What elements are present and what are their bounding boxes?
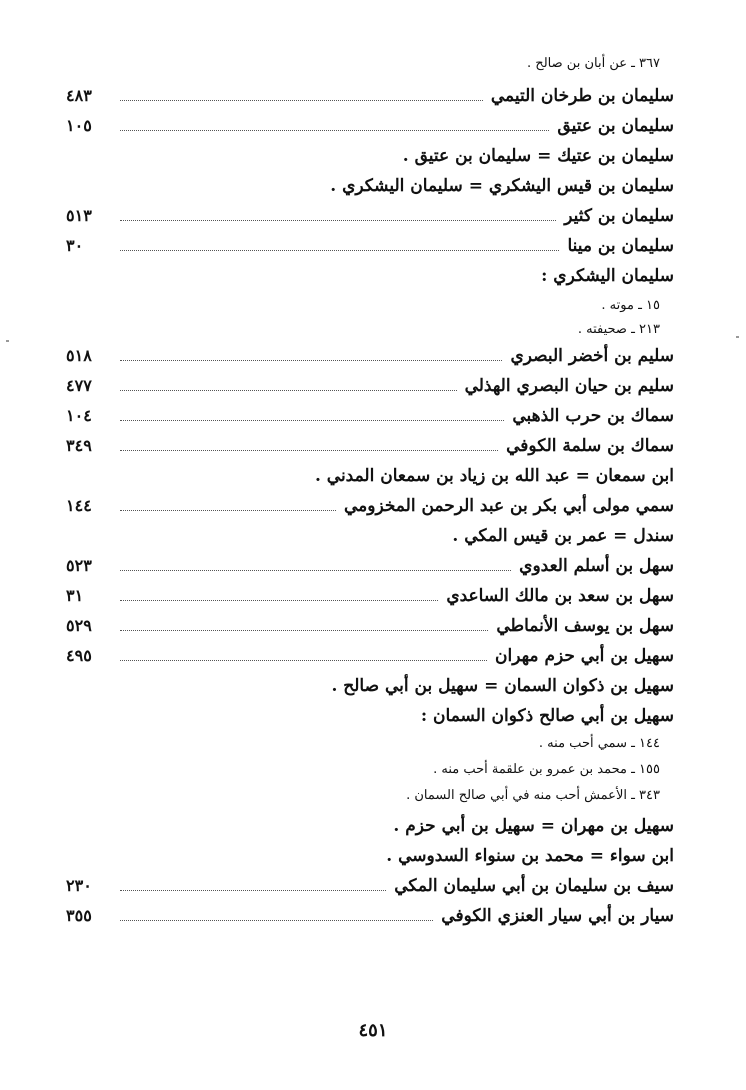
- page-number: ٤٥١: [358, 1020, 388, 1041]
- dot-leader: [120, 359, 502, 361]
- entry-page-number: ٥١٨: [66, 346, 92, 365]
- index-entry: [66, 146, 674, 166]
- entry-page-number: ١٠٤: [66, 406, 92, 425]
- dot-leader: [120, 919, 433, 921]
- dot-leader: [120, 889, 386, 891]
- entry-page-number: ٤٧٧: [66, 376, 92, 395]
- index-entry: [66, 876, 674, 896]
- index-entry: [66, 376, 674, 396]
- entry-name: سليمان بن طرخان التيمي: [490, 86, 674, 106]
- dot-leader: [120, 599, 438, 601]
- entry-page-number: ٥٢٩: [66, 616, 92, 635]
- index-entry: [66, 346, 674, 366]
- index-entry: [66, 706, 674, 726]
- entry-page-number: ٥٢٣: [66, 556, 92, 575]
- entry-name: سهيل بن ذكوان السمان = سهيل بن أبي صالح .: [331, 676, 674, 696]
- index-subentry: [66, 762, 674, 778]
- index-entry: [66, 496, 674, 516]
- entry-name: ابن سمعان = عبد الله بن زياد بن سمعان المدني .: [314, 466, 674, 486]
- index-subentry: [66, 322, 674, 338]
- entry-name: سيار بن أبي سيار العنزي الكوفي: [441, 906, 674, 926]
- index-entry: [66, 436, 674, 456]
- entry-name: سهيل بن أبي حزم مهران: [495, 646, 674, 666]
- index-subentry: [66, 298, 674, 314]
- dot-leader: [120, 99, 483, 101]
- entry-page-number: ٤٩٥: [66, 646, 92, 665]
- scan-mark: [6, 340, 9, 342]
- entry-name: ابن سواء = محمد بن سنواء السدوسي .: [386, 846, 674, 866]
- dot-leader: [120, 659, 487, 661]
- index-entry: [66, 266, 674, 286]
- entry-name: سماك بن حرب الذهبي: [512, 406, 674, 426]
- entry-name: سهيل بن أبي صالح ذكوان السمان :: [420, 706, 674, 726]
- index-subentry: [66, 56, 674, 72]
- index-entry: [66, 816, 674, 836]
- entry-name: سندل = عمر بن قيس المكي .: [452, 526, 674, 546]
- entry-name: ١٥ ـ موته .: [601, 298, 660, 313]
- index-entry: [66, 236, 674, 256]
- entry-page-number: ٤٨٣: [66, 86, 92, 105]
- entry-name: سهل بن يوسف الأنماطي: [496, 616, 674, 636]
- dot-leader: [120, 129, 549, 131]
- entry-name: سليمان بن قيس اليشكري = سليمان اليشكري .: [330, 176, 674, 196]
- index-subentry: [66, 788, 674, 804]
- entry-page-number: ١٠٥: [66, 116, 92, 135]
- entry-name: ٣٤٣ ـ الأعمش أحب منه في أبي صالح السمان .: [406, 788, 660, 803]
- entry-page-number: ٥١٣: [66, 206, 92, 225]
- index-entry: [66, 846, 674, 866]
- entry-name: سليم بن حيان البصري الهذلي: [464, 376, 674, 396]
- dot-leader: [120, 569, 511, 571]
- entry-name: سيف بن سليمان بن أبي سليمان المكي: [394, 876, 674, 896]
- dot-leader: [120, 389, 457, 391]
- dot-leader: [120, 629, 488, 631]
- entry-page-number: ١٤٤: [66, 496, 92, 515]
- scan-mark: [736, 336, 739, 338]
- entry-name: سليمان اليشكري :: [541, 266, 674, 286]
- entry-name: ٢١٣ ـ صحيفته .: [577, 322, 660, 337]
- dot-leader: [120, 449, 498, 451]
- entry-name: سليمان بن كثير: [564, 206, 674, 226]
- index-entry: [66, 616, 674, 636]
- index-entry: [66, 466, 674, 486]
- index-entry: [66, 116, 674, 136]
- index-entry: [66, 906, 674, 926]
- entry-page-number: ٣٥٥: [66, 906, 92, 925]
- entry-page-number: ٣١: [66, 586, 84, 605]
- entry-name: ١٤٤ ـ سمي أحب منه .: [538, 736, 660, 751]
- entry-page-number: ٣٠: [66, 236, 84, 255]
- entry-name: سليمان بن عتيق: [557, 116, 674, 136]
- entry-name: سليمان بن عتيك = سليمان بن عتيق .: [402, 146, 674, 166]
- entry-name: سماك بن سلمة الكوفي: [506, 436, 674, 456]
- entry-name: سليم بن أخضر البصري: [510, 346, 674, 366]
- entry-name: سهيل بن مهران = سهيل بن أبي حزم .: [393, 816, 674, 836]
- index-entry: [66, 586, 674, 606]
- dot-leader: [120, 219, 556, 221]
- entry-name: سهل بن أسلم العدوي: [519, 556, 674, 576]
- index-entry: [66, 646, 674, 666]
- dot-leader: [120, 249, 559, 251]
- index-subentry: [66, 736, 674, 752]
- dot-leader: [120, 419, 504, 421]
- entry-name: سمي مولى أبي بكر بن عبد الرحمن المخزومي: [343, 496, 674, 516]
- entry-name: سليمان بن مينا: [567, 236, 674, 256]
- dot-leader: [120, 509, 336, 511]
- index-entry: [66, 176, 674, 196]
- index-entry: [66, 556, 674, 576]
- index-entry: [66, 86, 674, 106]
- entry-page-number: ٢٣٠: [66, 876, 92, 895]
- entry-name: ١٥٥ ـ محمد بن عمرو بن علقمة أحب منه .: [433, 762, 660, 777]
- entry-name: ٣٦٧ ـ عن أبان بن صالح .: [527, 56, 660, 71]
- entry-page-number: ٣٤٩: [66, 436, 92, 455]
- index-entry: [66, 526, 674, 546]
- index-entry: [66, 206, 674, 226]
- index-entry: [66, 406, 674, 426]
- index-entry: [66, 676, 674, 696]
- entry-name: سهل بن سعد بن مالك الساعدي: [446, 586, 674, 606]
